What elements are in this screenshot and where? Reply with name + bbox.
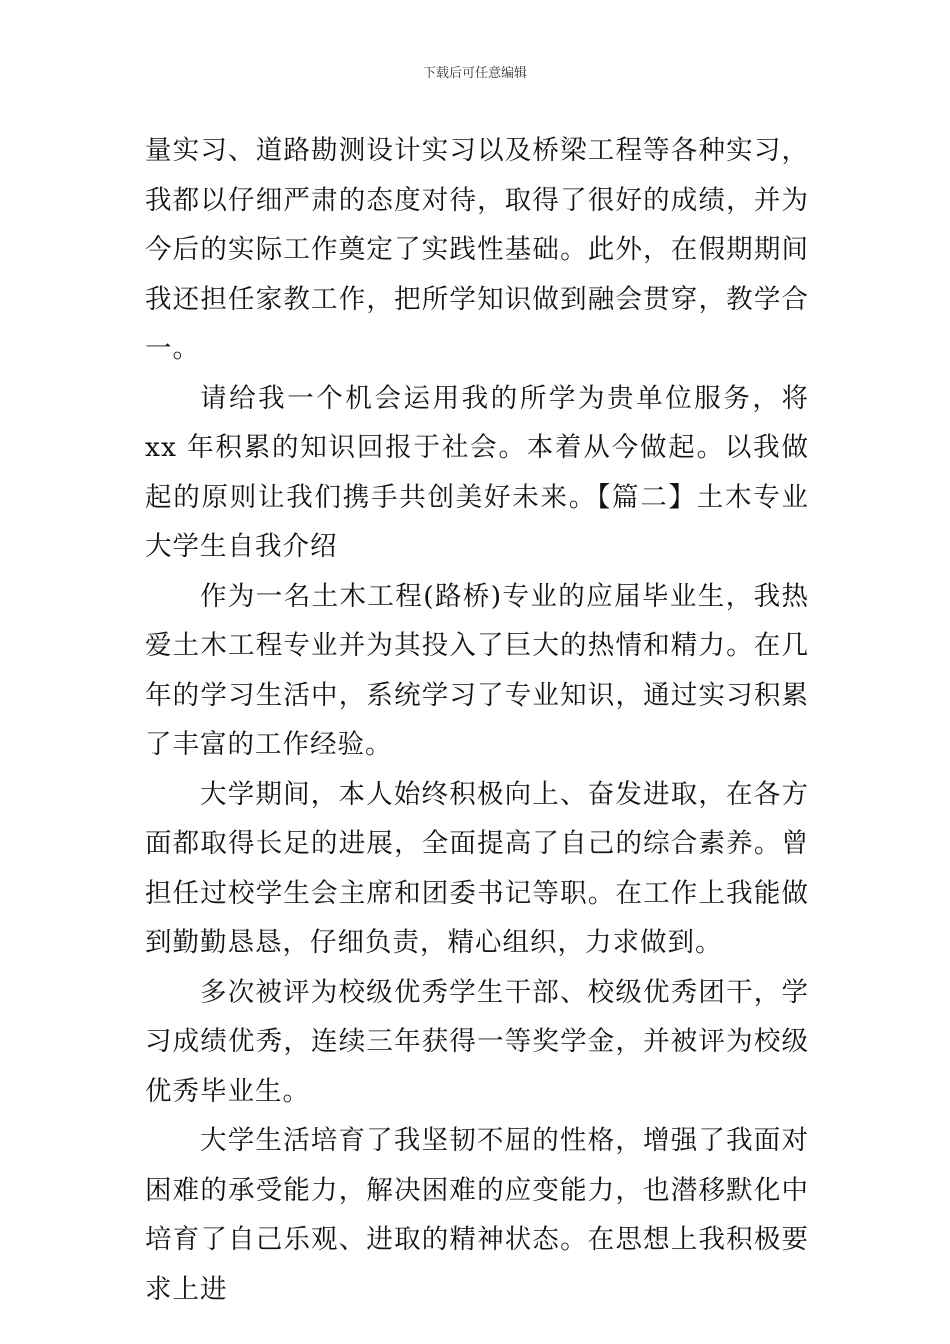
page-header: 下载后可任意编辑 [422,66,527,81]
document-body [145,126,809,1314]
paragraph-continuation: 量实习、道路勘测设计实习以及桥梁工程等各种实习，我都以仔细严肃的态度对待，取得了很好的成绩，并为今后的实际工作奠定了实践性基础。此外，在假期期间我还担任家教工作，把所学知识做到融会贯穿，教学合一。 [145,135,809,364]
paragraph-intro: 作为一名土木工程(路桥)专业的应届毕业生，我热爱土木工程专业并为其投入了巨大的热情和精力。在几年的学习生活中，系统学习了专业知识，通过实习积累了丰富的工作经验。 [145,580,809,760]
paragraph-awards: 多次被评为校级优秀学生干部、校级优秀团干，学习成绩优秀，连续三年获得一等奖学金，并被评为校级优秀毕业生。 [145,976,809,1107]
paragraph-character: 大学生活培育了我坚韧不屈的性格，增强了我面对困难的承受能力，解决困难的应变能力，也潜移默化中培育了自己乐观、进取的精神状态。在思想上我积极要求上进 [145,1125,809,1305]
paragraph-request: 请给我一个机会运用我的所学为贵单位服务，将 xx 年积累的知识回报于社会。本着从今做起。以我做起的原则让我们携手共创美好未来。【篇二】土木专业大学生自我介绍 [145,382,809,562]
paragraph-university: 大学期间，本人始终积极向上、奋发进取，在各方面都取得长足的进展，全面提高了自己的综合素养。曾担任过校学生会主席和团委书记等职。在工作上我能做到勤勤恳恳，仔细负责，精心组织，力求做到。 [145,778,809,958]
